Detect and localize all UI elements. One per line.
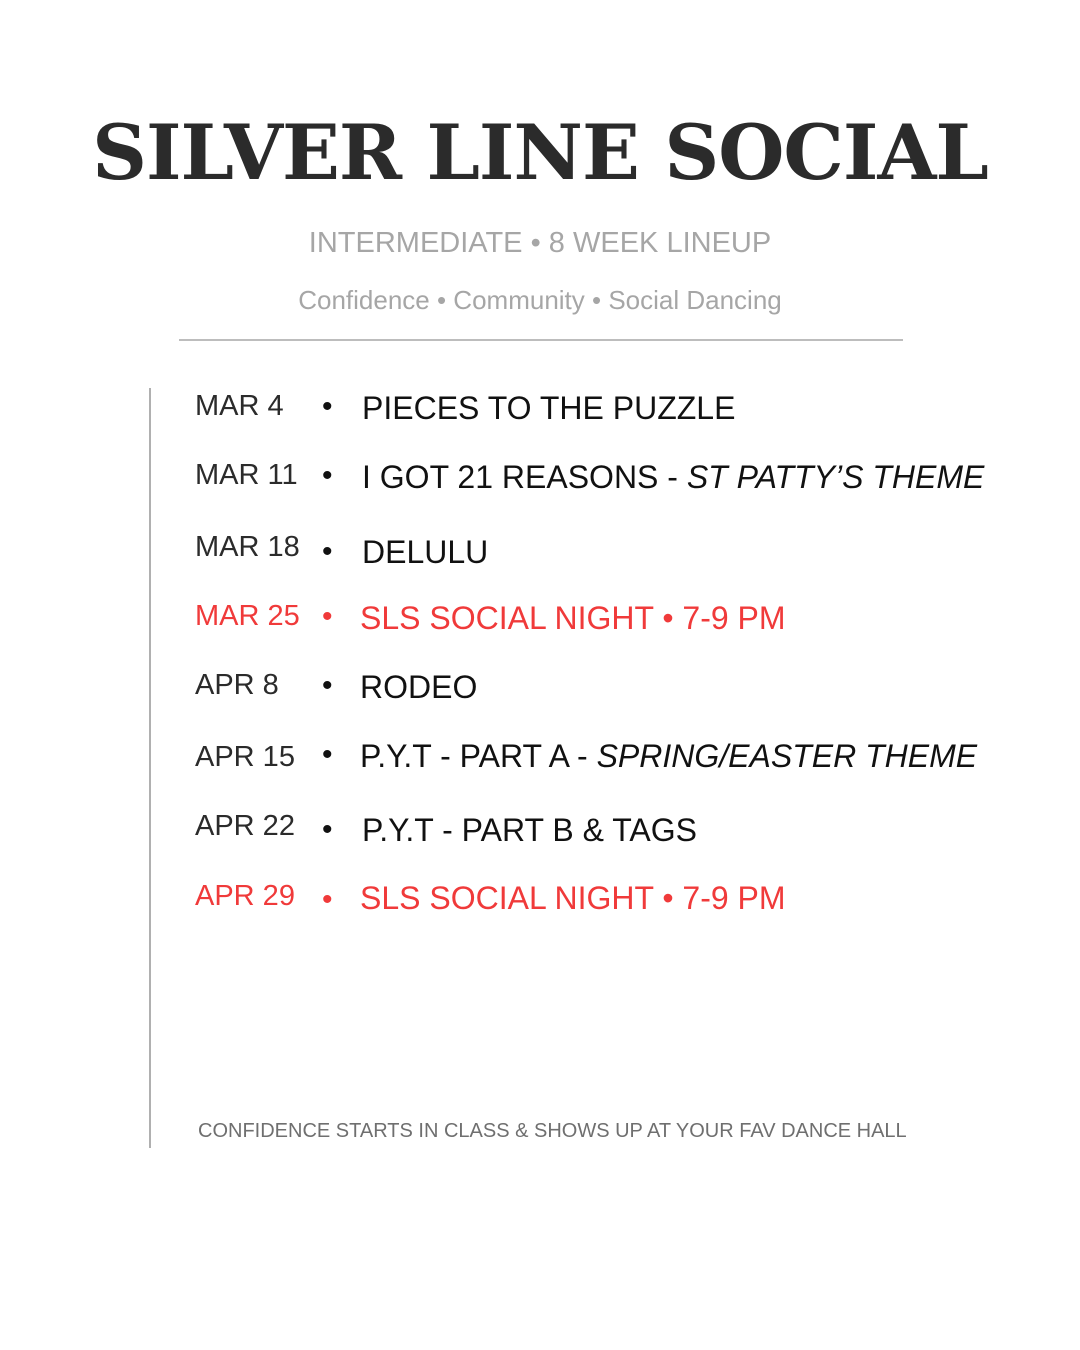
schedule-date: MAR 18 [195,531,300,563]
schedule-row [0,531,1080,571]
schedule-event [360,600,786,637]
schedule-row [0,810,1080,850]
schedule-date: MAR 25 [195,600,300,632]
event-title: P.Y.T - PART B & TAGS [362,812,697,848]
schedule-event [362,534,488,571]
bullet-icon: • [322,390,333,423]
bullet-icon: • [322,813,333,846]
schedule-date: APR 22 [195,810,295,842]
schedule-row [0,738,1080,778]
schedule-date: MAR 11 [195,459,298,491]
event-title: SLS SOCIAL NIGHT • 7-9 PM [360,880,786,916]
event-theme: SPRING/EASTER THEME [596,738,978,774]
subtitle: INTERMEDIATE • 8 WEEK LINEUP [308,227,772,259]
bullet-icon: • [322,535,333,568]
schedule-row-highlight [0,880,1080,920]
tagline-top: Confidence • Community • Social Dancing [298,285,782,315]
schedule-row [0,669,1080,709]
schedule-event [362,459,984,496]
page-title: SILVER LINE SOCIAL [92,108,988,197]
bullet-icon: • [322,883,333,916]
bullet-icon: • [322,600,333,633]
schedule-date: APR 15 [195,741,295,773]
schedule-row [0,390,1080,430]
schedule-event [360,669,477,706]
schedule-row-highlight [0,600,1080,640]
schedule-event [362,390,735,427]
event-title: P.Y.T - PART A - [360,738,597,774]
event-title: PIECES TO THE PUZZLE [362,390,736,426]
event-title: SLS SOCIAL NIGHT • 7-9 PM [360,600,786,636]
event-theme: ST PATTY’S THEME [686,459,985,495]
event-title: I GOT 21 REASONS - [362,459,687,495]
bullet-icon: • [322,738,333,771]
event-title: RODEO [360,669,478,705]
footer-tagline: CONFIDENCE STARTS IN CLASS & SHOWS UP AT YOUR FAV DANCE HALL [198,1120,907,1142]
schedule-row [0,459,1080,499]
bullet-icon: • [322,459,333,492]
schedule-event [360,880,786,917]
schedule-event [362,812,697,849]
schedule-date: APR 29 [195,880,295,912]
schedule-date: APR 8 [195,669,279,701]
schedule-event [360,738,977,775]
bullet-icon: • [322,669,333,702]
schedule-date: MAR 4 [195,390,284,422]
divider [179,339,903,341]
event-title: DELULU [362,534,489,570]
